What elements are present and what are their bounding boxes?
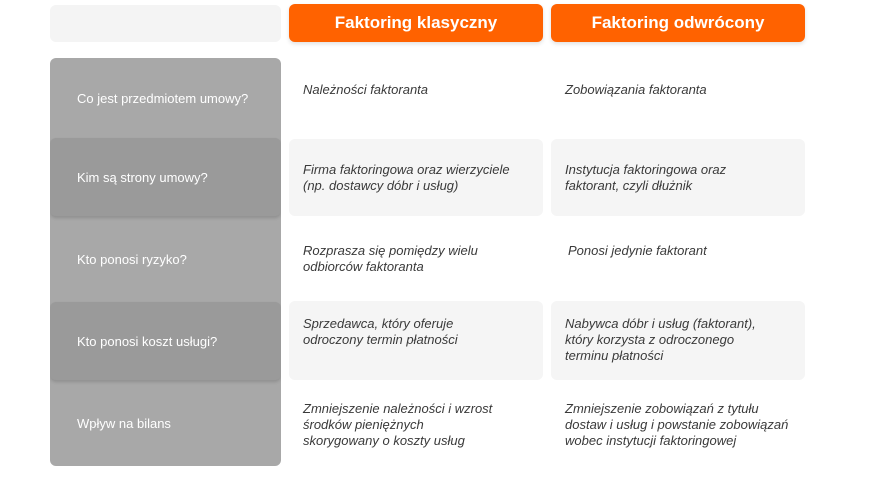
table-cell (289, 401, 543, 449)
row-label-subject: Co jest przedmiotem umowy? (77, 90, 249, 106)
table-cell (551, 139, 805, 216)
cell-text: Należności faktoranta (303, 82, 429, 97)
cell-text: Instytucja faktoringowa oraz faktorant, czyli dłużnik (565, 162, 727, 193)
table-cell (551, 243, 805, 259)
table-cell (551, 301, 805, 380)
cell-text: Zmniejszenie zobowiązań z tytułu dostaw i usług i powstanie zobowiązań wobec instytucji faktoringowej (565, 401, 789, 448)
header-empty-corner (50, 5, 281, 42)
cell-text: Zobowiązania faktoranta (565, 82, 707, 97)
row-label-risk: Kto ponosi ryzyko? (77, 251, 187, 267)
row-label-parties: Kim są strony umowy? (50, 138, 281, 216)
table-cell (289, 301, 543, 380)
cell-text: Nabywca dóbr i usług (faktorant), który korzysta z odroczonego terminu płatności (565, 316, 756, 363)
row-label-balance: Wpływ na bilans (77, 415, 171, 431)
table-cell (551, 401, 805, 449)
cell-text: Rozprasza się pomiędzy wielu odbiorców faktoranta (303, 243, 478, 274)
cell-text: Firma faktoringowa oraz wierzyciele (np. dostawcy dóbr i usług) (303, 162, 510, 193)
column-header-reverse-factoring: Faktoring odwrócony (551, 4, 805, 42)
table-cell (289, 82, 543, 98)
table-cell (289, 243, 543, 275)
row-label-cost: Kto ponosi koszt usługi? (50, 302, 281, 380)
cell-text: Zmniejszenie należności i wzrost środków pieniężnych skorygowany o koszty usług (303, 401, 493, 448)
row-labels-panel (50, 58, 281, 466)
cell-text: Sprzedawca, który oferuje odroczony termin płatności (303, 316, 458, 347)
cell-text: Ponosi jedynie faktorant (568, 243, 707, 258)
table-cell (551, 82, 805, 98)
column-header-classic-factoring: Faktoring klasyczny (289, 4, 543, 42)
table-cell (289, 139, 543, 216)
